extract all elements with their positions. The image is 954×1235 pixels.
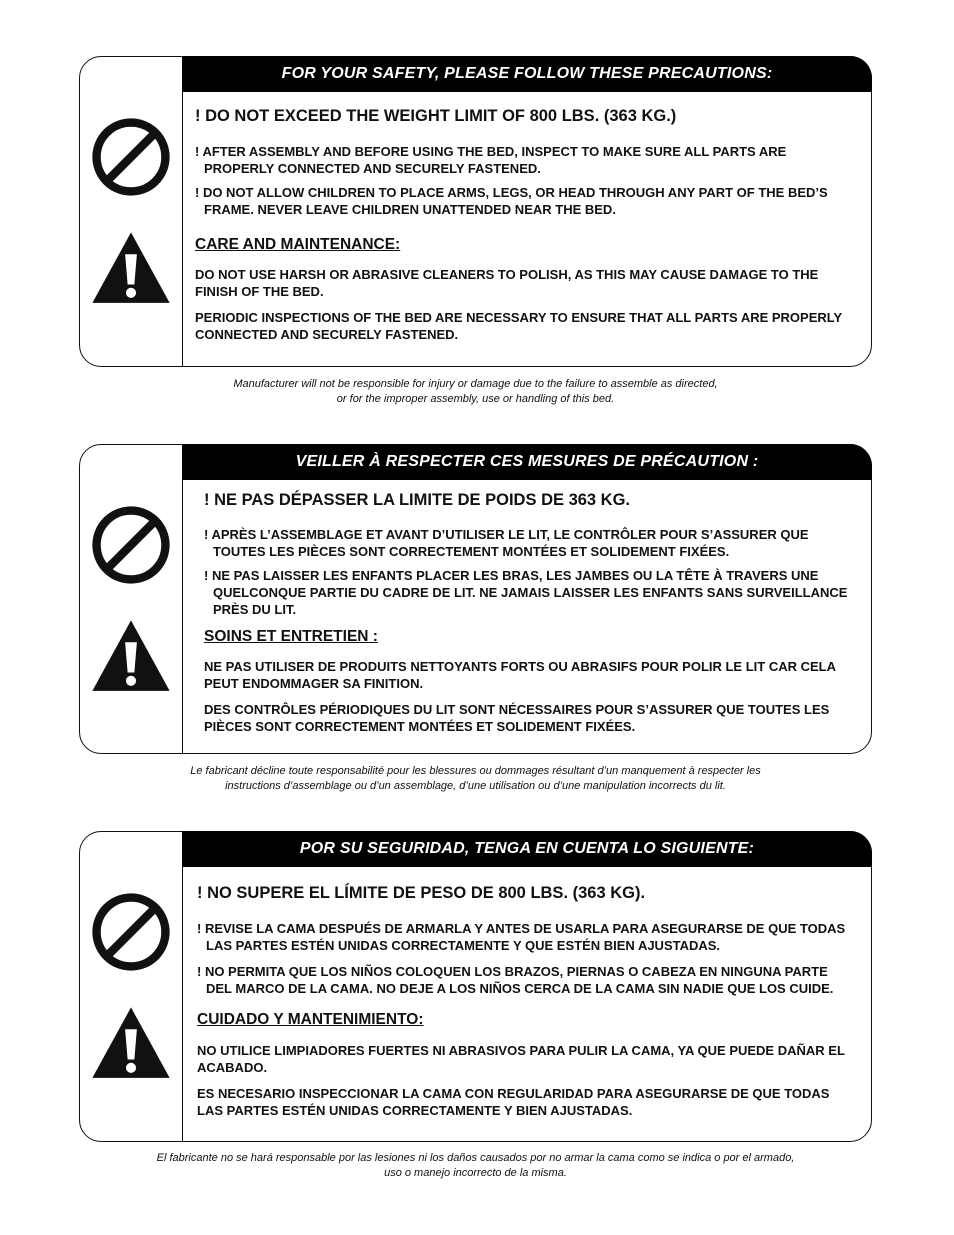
care-item: NO UTILICE LIMPIADORES FUERTES NI ABRASIVOS PARA PULIR LA CAMA, YA QUE PUEDE DAÑAR EL ACABADO. xyxy=(197,1043,845,1075)
warning-triangle-icon xyxy=(89,229,173,313)
care-heading: SOINS ET ENTRETIEN : xyxy=(204,628,378,645)
care-item: ES NECESARIO INSPECCIONAR LA CAMA CON REGULARIDAD PARA ASEGURARSE DE QUE TODAS LAS PARTES ESTÉN UNIDAS CORRECTAMENTE Y BIEN AJUSTADAS. xyxy=(197,1086,830,1118)
prohibition-icon xyxy=(89,890,173,974)
disclaimer-line: El fabricante no se hará responsable por las lesiones ni los daños causados por no armar la cama como se indica o por el armado, xyxy=(156,1152,795,1164)
precaution-item: ! NO PERMITA QUE LOS NIÑOS COLOQUEN LOS BRAZOS, PIERNAS O CABEZA EN NINGUNA PARTE DEL MARCO DE LA CAMA. NO DEJE A LOS NIÑOS CERCA DE LA CAMA SIN NADIE QUE LOS CUIDE. xyxy=(197,964,834,996)
precaution-item: ! DO NOT ALLOW CHILDREN TO PLACE ARMS, LEGS, OR HEAD THROUGH ANY PART OF THE BED’S FRAME. NEVER LEAVE CHILDREN UNATTENDED NEAR THE BED. xyxy=(195,185,828,217)
panel-content xyxy=(204,491,853,744)
panel-header: VEILLER À RESPECTER CES MESURES DE PRÉCAUTION : xyxy=(182,444,872,480)
warning-triangle-icon xyxy=(89,617,173,701)
safety-panel-spanish xyxy=(79,831,872,1142)
prohibition-icon xyxy=(89,115,173,199)
disclaimer-line: instructions d’assemblage ou d’un assemblage, d’une utilisation ou d’une manipulation incorrects du lit. xyxy=(225,780,726,792)
warning-triangle-icon xyxy=(89,1004,173,1088)
care-item: DES CONTRÔLES PÉRIODIQUES DU LIT SONT NÉCESSAIRES POUR S’ASSURER QUE TOUTES LES PIÈCES SONT CORRECTEMENT MONTÉES ET SOLIDEMENT FIXÉES. xyxy=(204,702,830,734)
icon-column xyxy=(80,832,183,1141)
prohibition-icon xyxy=(89,503,173,587)
care-heading: CUIDADO Y MANTENIMIENTO: xyxy=(197,1011,424,1028)
precaution-item: ! REVISE LA CAMA DESPUÉS DE ARMARLA Y ANTES DE USARLA PARA ASEGURARSE DE QUE TODAS LAS PARTES ESTÉN UNIDAS CORRECTAMENTE Y QUE ESTÉN BIEN AJUSTADAS. xyxy=(197,921,846,953)
icon-column xyxy=(80,445,183,753)
disclaimer-english xyxy=(79,377,872,407)
disclaimer-spanish xyxy=(79,1151,872,1181)
icon-column xyxy=(80,57,183,366)
disclaimer-line: Manufacturer will not be responsible for injury or damage due to the failure to assemble as directed, xyxy=(233,378,718,390)
weight-limit-warning: ! NE PAS DÉPASSER LA LIMITE DE POIDS DE 363 KG. xyxy=(204,491,631,509)
care-item: PERIODIC INSPECTIONS OF THE BED ARE NECESSARY TO ENSURE THAT ALL PARTS ARE PROPERLY CONNECTED AND SECURELY FASTENED. xyxy=(195,310,842,342)
disclaimer-line: Le fabricant décline toute responsabilité pour les blessures ou dommages résultant d’un manquement à respecter les xyxy=(190,765,761,777)
panel-header: FOR YOUR SAFETY, PLEASE FOLLOW THESE PRECAUTIONS: xyxy=(182,56,872,92)
panel-header: POR SU SEGURIDAD, TENGA EN CUENTA LO SIGUIENTE: xyxy=(182,831,872,867)
disclaimer-line: or for the improper assembly, use or handling of this bed. xyxy=(336,393,615,405)
care-heading: CARE AND MAINTENANCE: xyxy=(195,236,401,253)
care-item: NE PAS UTILISER DE PRODUITS NETTOYANTS FORTS OU ABRASIFS POUR POLIR LE LIT CAR CELA PEUT ENDOMMAGER SA FINITION. xyxy=(204,659,836,691)
disclaimer-line: uso o manejo incorrecto de la misma. xyxy=(384,1167,567,1179)
weight-limit-warning: ! DO NOT EXCEED THE WEIGHT LIMIT OF 800 LBS. (363 KG.) xyxy=(195,107,677,125)
panel-content xyxy=(195,107,853,352)
precaution-item: ! NE PAS LAISSER LES ENFANTS PLACER LES BRAS, LES JAMBES OU LA TÊTE À TRAVERS UNE QUELCONQUE PARTIE DU CADRE DE LIT. NE JAMAIS LAISSER LES ENFANTS SANS SURVEILLANCE PRÈS DU LIT. xyxy=(204,568,848,617)
precaution-item: ! AFTER ASSEMBLY AND BEFORE USING THE BED, INSPECT TO MAKE SURE ALL PARTS ARE PROPERLY CONNECTED AND SECURELY FASTENED. xyxy=(195,144,787,176)
disclaimer-french xyxy=(79,764,872,794)
panel-content xyxy=(197,884,853,1128)
weight-limit-warning: ! NO SUPERE EL LÍMITE DE PESO DE 800 LBS. (363 KG). xyxy=(197,884,646,902)
safety-panel-english xyxy=(79,56,872,367)
care-item: DO NOT USE HARSH OR ABRASIVE CLEANERS TO POLISH, AS THIS MAY CAUSE DAMAGE TO THE FINISH OF THE BED. xyxy=(195,267,819,299)
precaution-item: ! APRÈS L’ASSEMBLAGE ET AVANT D’UTILISER LE LIT, LE CONTRÔLER POUR S’ASSURER QUE TOUTES LES PIÈCES SONT CORRECTEMENT MONTÉES ET SOLIDEMENT FIXÉES. xyxy=(204,527,809,559)
safety-panel-french xyxy=(79,444,872,754)
